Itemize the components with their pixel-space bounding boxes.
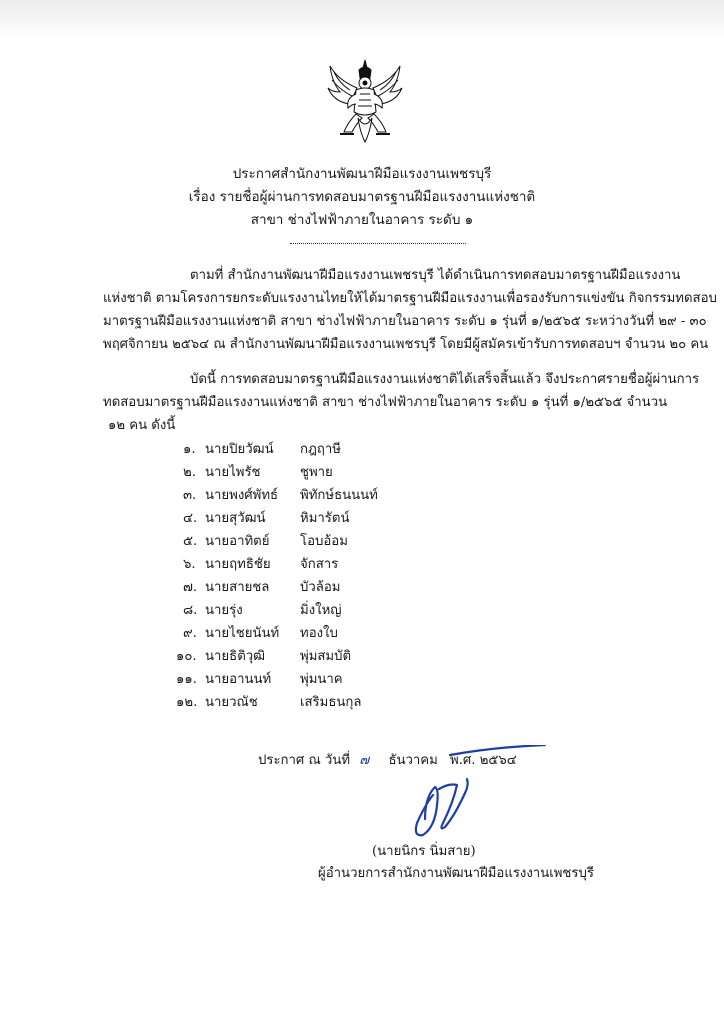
list-item-number: ๖. <box>183 557 196 572</box>
announcement-title: ประกาศสำนักงานพัฒนาฝีมือแรงงานเพชรบุรี <box>232 166 492 182</box>
list-item-number: ๑๑. <box>176 672 197 687</box>
list-item-number: ๑๒. <box>176 695 198 710</box>
garuda-emblem-icon <box>326 58 404 146</box>
list-item-first-name: นายรุ่ง <box>205 603 243 618</box>
list-item-last-name: โอบอ้อม <box>300 534 348 549</box>
list-item-first-name: นายไชยนันท์ <box>205 626 280 641</box>
date-year: ๒๕๖๔ <box>479 753 517 768</box>
paragraph1-line: ตามที่ สำนักงานพัฒนาฝีมือแรงงานเพชรบุรี ได้ดำเนินการทดสอบมาตรฐานฝีมือแรงงาน <box>190 268 681 283</box>
paragraph1-line: แห่งชาติ ตามโครงการยกระดับแรงงานไทยให้ได้มาตรฐานฝีมือแรงงานเพื่อรองรับการแข่งขัน กิจกรรมทดสอบ <box>103 291 717 306</box>
list-item-last-name: ทองใบ <box>300 626 338 641</box>
list-item-number: ๔. <box>183 511 198 526</box>
list-item-first-name: นายอานนท์ <box>205 672 272 687</box>
list-item-last-name: พุ่มนาค <box>300 672 343 687</box>
title-divider <box>290 243 466 244</box>
list-item-first-name: นายไพรัช <box>205 465 261 480</box>
list-item-first-name: นายอาทิตย์ <box>205 534 270 549</box>
list-item-number: ๕. <box>183 534 198 549</box>
date-day: ๗ <box>359 753 370 768</box>
date-month: ธันวาคม <box>388 753 438 768</box>
list-item-first-name: นายพงศ์พัทธ์ <box>205 488 279 503</box>
list-item-number: ๑. <box>183 442 196 457</box>
announcement-branch: สาขา ช่างไฟฟ้าภายในอาคาร ระดับ ๑ <box>250 212 474 228</box>
signatory-position: ผู้อำนวยการสำนักงานพัฒนาฝีมือแรงงานเพชรบุรี <box>318 866 594 881</box>
date-prefix: ประกาศ ณ วันที่ <box>258 753 351 768</box>
list-item-last-name: บัวล้อม <box>300 580 341 595</box>
list-item-number: ๗. <box>183 580 198 595</box>
list-item-last-name: เสริมธนกุล <box>300 695 362 710</box>
list-item-last-name: พิทักษ์ธนนนท์ <box>300 488 378 503</box>
signatory-name: (นายนิกร นิ่มสาย) <box>372 844 476 859</box>
announcement-subject: เรื่อง รายชื่อผู้ผ่านการทดสอบมาตรฐานฝีมือแรงงานแห่งชาติ <box>188 189 536 205</box>
list-item-last-name: พุ่มสมบัติ <box>300 649 352 664</box>
list-item-first-name: นายธิติวุฒิ <box>205 649 266 664</box>
paragraph2-line: ๑๒ คน ดังนี้ <box>108 418 176 433</box>
list-item-first-name: นายปิยวัฒน์ <box>205 442 274 457</box>
list-item-first-name: นายวณัช <box>205 695 258 710</box>
paragraph1-line: มาตรฐานฝีมือแรงงานแห่งชาติ สาขา ช่างไฟฟ้าภายในอาคาร ระดับ ๑ รุ่นที่ ๑/๒๕๖๕ ระหว่างวันที่ ๒๙ - ๓๐ <box>103 314 707 329</box>
list-item-number: ๙. <box>183 626 197 641</box>
list-item-last-name: มิ่งใหญ่ <box>300 603 342 618</box>
list-item-first-name: นายสุวัฒน์ <box>205 511 266 526</box>
signature-mark <box>395 745 555 845</box>
list-item-number: ๓. <box>183 488 197 503</box>
list-item-first-name: นายสายชล <box>205 580 270 595</box>
paragraph2-line: ทดสอบมาตรฐานฝีมือแรงงานแห่งชาติ สาขา ช่างไฟฟ้าภายในอาคาร ระดับ ๑ รุ่นที่ ๑/๒๕๖๕ จำนวน <box>103 395 668 410</box>
paragraph1-line: พฤศจิกายน ๒๕๖๔ ณ สำนักงานพัฒนาฝีมือแรงงานเพชรบุรี โดยมีผู้สมัครเข้ารับการทดสอบฯ จำนวน ๒๐ คน <box>103 337 709 352</box>
list-item-first-name: นายฤทธิชัย <box>205 557 271 572</box>
list-item-last-name: ชูพาย <box>300 465 333 480</box>
list-item-number: ๘. <box>183 603 198 618</box>
date-year-label: พ.ศ. <box>450 753 476 768</box>
paragraph2-line: บัดนี้ การทดสอบมาตรฐานฝีมือแรงงานแห่งชาติได้เสร็จสิ้นแล้ว จึงประกาศรายชื่อผู้ผ่านการ <box>190 372 700 387</box>
page-edge-shadow <box>0 0 724 40</box>
list-item-number: ๒. <box>183 465 196 480</box>
list-item-last-name: กฎฤาษี <box>300 442 341 457</box>
list-item-number: ๑๐. <box>176 649 197 664</box>
list-item-last-name: หิมารัตน์ <box>300 511 350 526</box>
list-item-last-name: จักสาร <box>300 557 339 572</box>
